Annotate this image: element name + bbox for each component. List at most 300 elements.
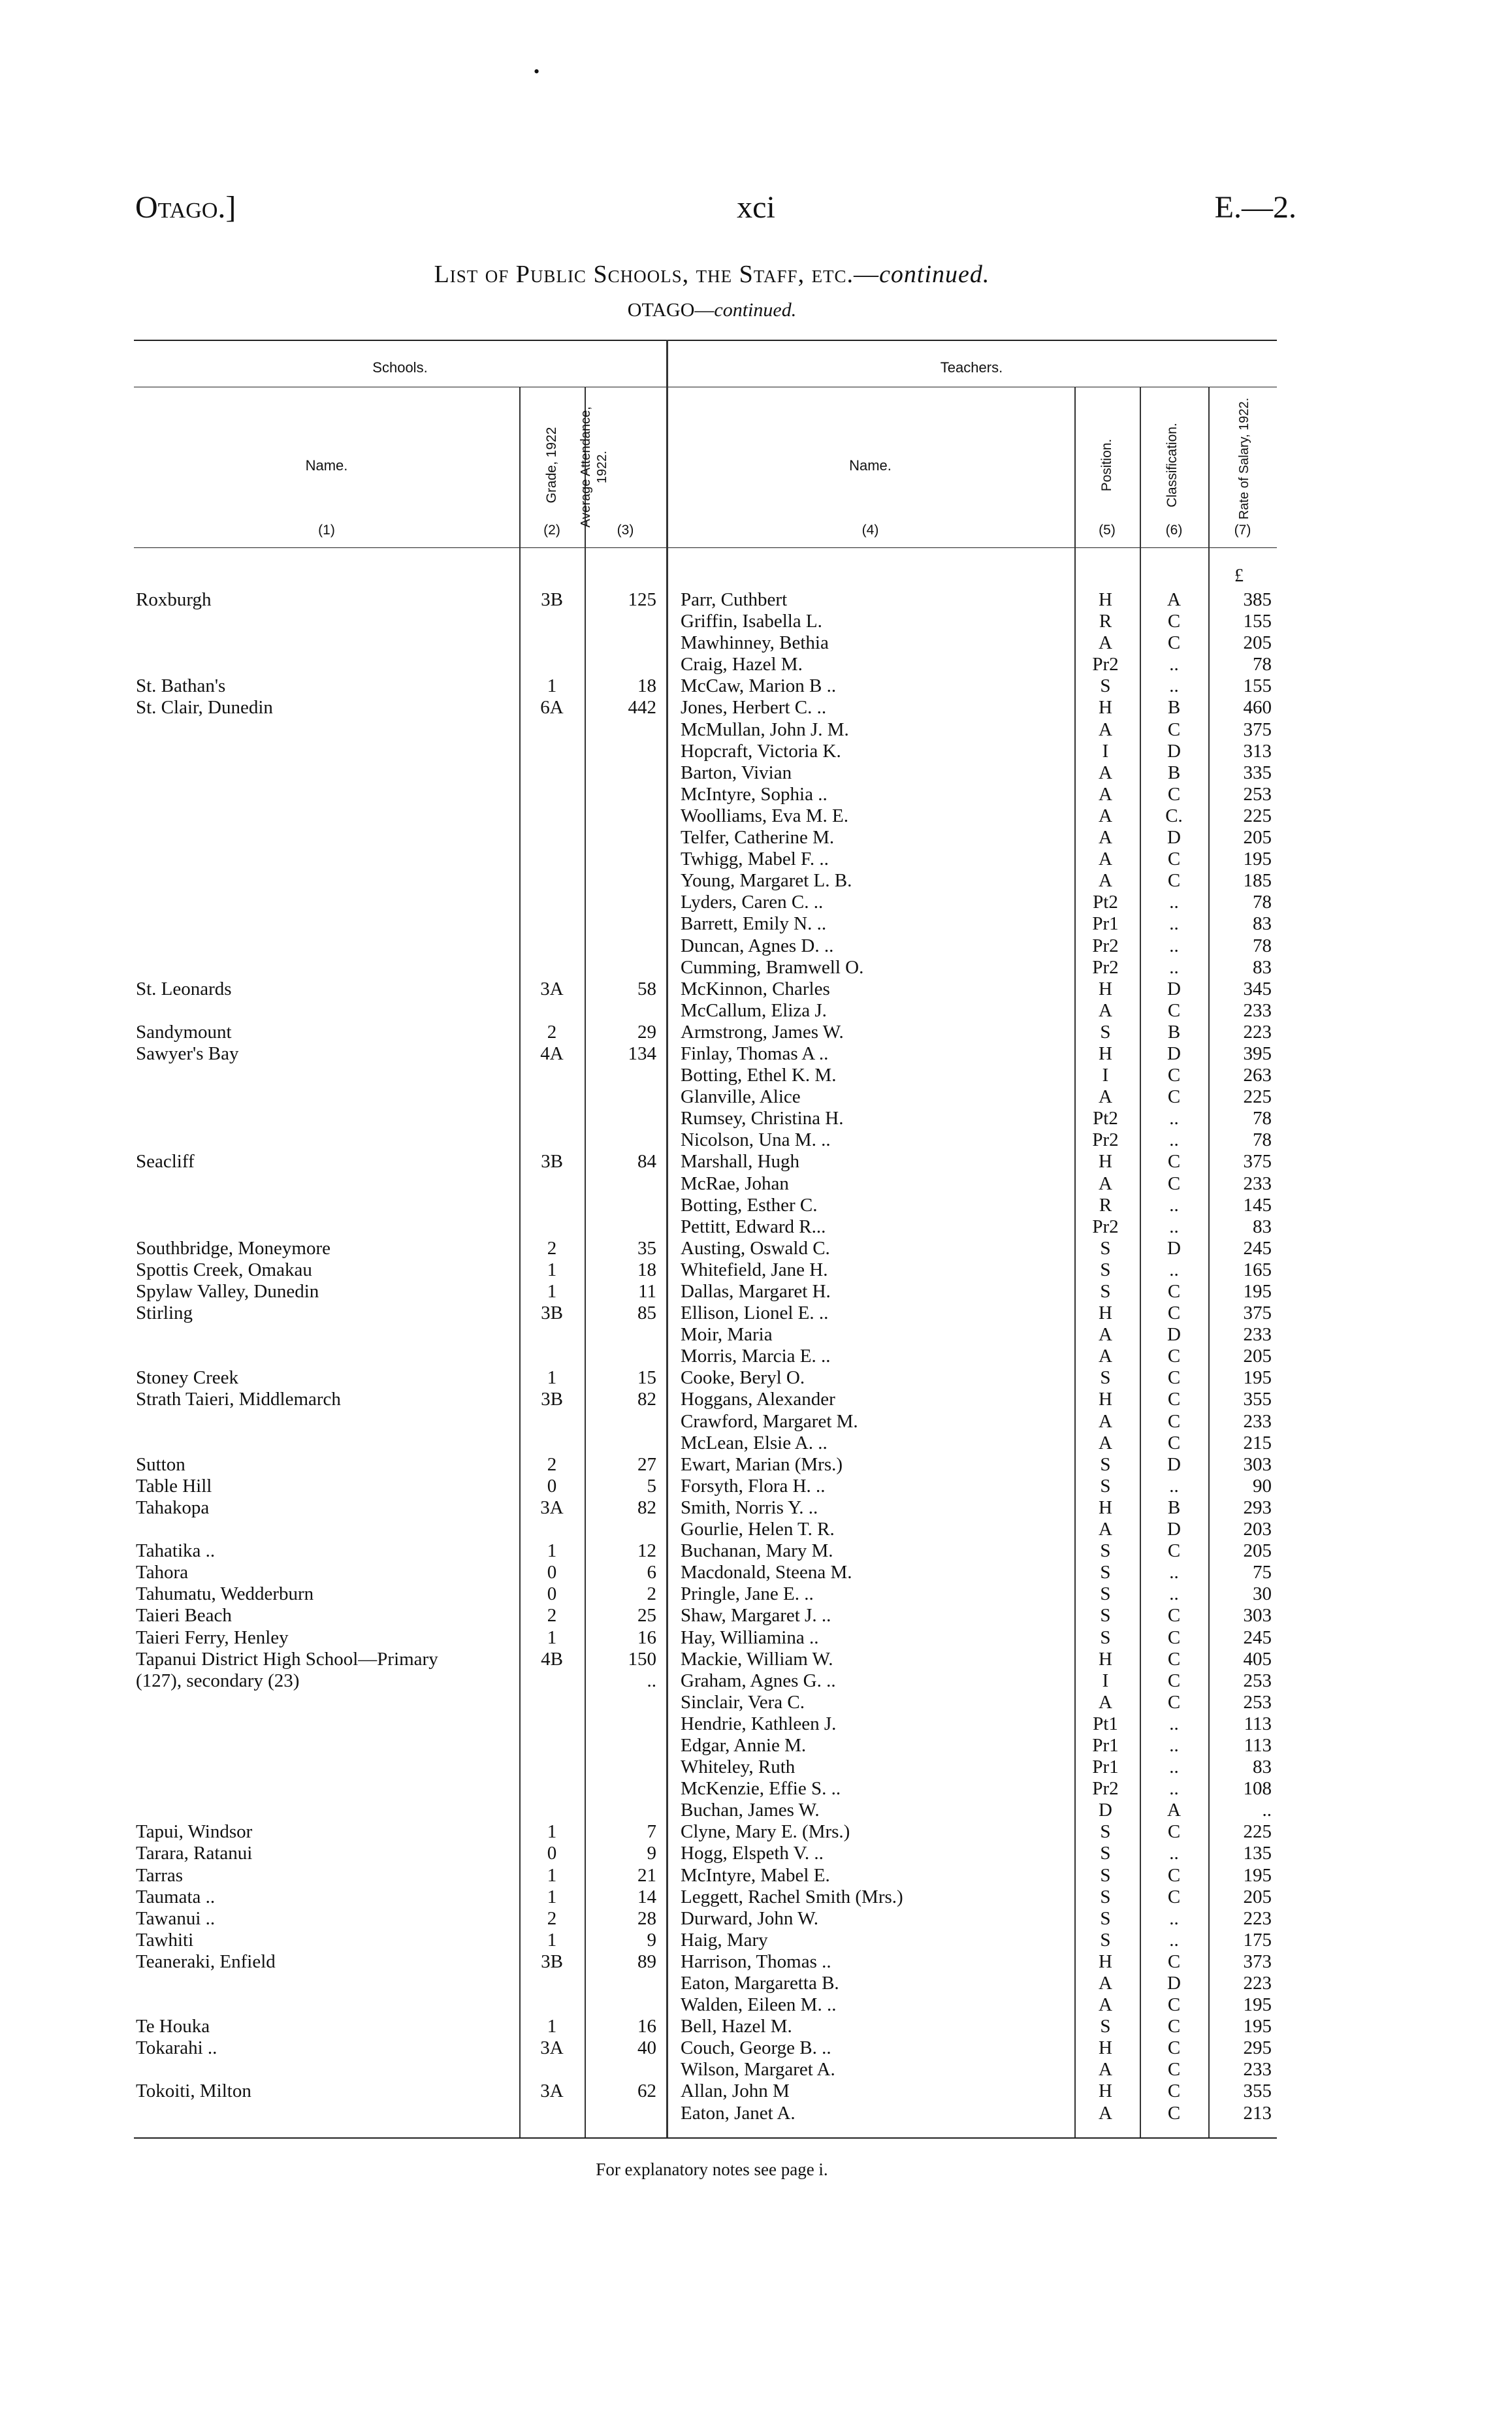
table-row <box>134 1843 1280 1864</box>
salary-cell: 233 <box>1243 999 1272 1021</box>
table-row <box>134 1735 1280 1757</box>
grade-cell: 0 <box>547 1843 557 1864</box>
salary-cell: 253 <box>1243 1670 1272 1691</box>
teachers-group-header: Teachers. <box>940 359 1003 376</box>
school-name-cell: Spottis Creek, Omakau <box>136 1259 312 1280</box>
position-cell: A <box>1099 805 1112 826</box>
table-row <box>134 1433 1280 1454</box>
teacher-name-cell: Pringle, Jane E. .. <box>681 1583 814 1605</box>
classification-cell: .. <box>1169 1108 1179 1129</box>
teacher-name-cell: Armstrong, James W. <box>681 1021 844 1043</box>
salary-cell: 225 <box>1243 1086 1272 1108</box>
salary-cell: 223 <box>1243 1973 1272 1994</box>
salary-cell: 295 <box>1243 2037 1272 2059</box>
salary-cell: 83 <box>1253 1757 1272 1778</box>
school-name-cell: Teaneraki, Enfield <box>136 1951 276 1972</box>
classification-cell: .. <box>1169 1475 1179 1497</box>
grade-cell: 2 <box>547 1453 557 1475</box>
school-name-cell: Roxburgh <box>136 589 212 610</box>
table-row <box>134 1195 1280 1216</box>
school-name-cell: Tahumatu, Wedderburn <box>136 1583 314 1605</box>
grade-cell: 1 <box>547 1259 557 1280</box>
teacher-name-cell: Botting, Ethel K. M. <box>681 1065 837 1086</box>
teacher-name-cell: Morris, Marcia E. .. <box>681 1346 831 1367</box>
teacher-name-cell: Cooke, Beryl O. <box>681 1367 805 1389</box>
teacher-name-cell: McMullan, John J. M. <box>681 719 849 740</box>
classification-cell: .. <box>1169 1757 1179 1778</box>
table-row <box>134 1887 1280 1908</box>
grade-cell: 1 <box>547 2016 557 2037</box>
attendance-cell: 150 <box>628 1648 656 1670</box>
table-row <box>134 1281 1280 1303</box>
classification-cell: C <box>1167 1886 1181 1907</box>
classification-cell: .. <box>1169 1778 1179 1800</box>
position-cell: Pr2 <box>1092 1216 1119 1237</box>
position-cell: H <box>1099 2037 1112 2059</box>
attendance-cell: 62 <box>637 2081 656 2102</box>
attendance-cell: 40 <box>637 2037 656 2059</box>
classification-cell: .. <box>1169 675 1179 697</box>
table-row <box>134 805 1280 827</box>
salary-cell: 223 <box>1243 1907 1272 1929</box>
col-number-5: (5) <box>1099 523 1116 538</box>
teacher-name-cell: Edgar, Annie M. <box>681 1734 807 1756</box>
teacher-name-cell: Austing, Oswald C. <box>681 1237 830 1259</box>
salary-cell: 303 <box>1243 1453 1272 1475</box>
grade-cell: 3B <box>541 1151 563 1173</box>
position-cell: S <box>1100 1562 1111 1583</box>
salary-cell: 135 <box>1243 1843 1272 1864</box>
table-row <box>134 1000 1280 1022</box>
teacher-name-cell: McRae, Johan <box>681 1173 789 1194</box>
teacher-name-cell: McKinnon, Charles <box>681 978 830 999</box>
classification-cell: B <box>1167 1497 1181 1518</box>
table-row <box>134 1129 1280 1151</box>
salary-cell: 205 <box>1243 827 1272 849</box>
position-cell: A <box>1099 999 1112 1021</box>
salary-cell: 205 <box>1243 632 1272 654</box>
position-cell: A <box>1099 849 1112 870</box>
classification-cell: C <box>1167 1281 1181 1302</box>
position-cell: H <box>1099 697 1112 719</box>
teacher-name-cell: Finlay, Thomas A .. <box>681 1043 829 1064</box>
position-cell: A <box>1099 870 1112 892</box>
classification-header: Classification. <box>1165 423 1180 508</box>
salary-cell: 375 <box>1243 1151 1272 1173</box>
salary-cell: 113 <box>1244 1713 1272 1734</box>
salary-cell: 195 <box>1243 2016 1272 2037</box>
classification-cell: D <box>1167 1324 1181 1346</box>
attendance-cell: 134 <box>628 1043 656 1064</box>
table-row <box>134 979 1280 1000</box>
salary-cell: 233 <box>1243 2059 1272 2081</box>
position-cell: S <box>1100 1929 1111 1951</box>
teacher-name-cell: Craig, Hazel M. <box>681 654 803 675</box>
classification-cell: C <box>1167 1994 1181 2016</box>
salary-cell: 373 <box>1243 1951 1272 1972</box>
classification-cell: C <box>1167 1951 1181 1972</box>
position-cell: Pt2 <box>1093 1108 1118 1129</box>
salary-cell: 83 <box>1253 956 1272 978</box>
table-row <box>134 1454 1280 1476</box>
table-row <box>134 1259 1280 1281</box>
classification-cell: C <box>1167 632 1181 654</box>
teacher-name-cell: Harrison, Thomas .. <box>681 1951 831 1972</box>
table-row <box>134 1692 1280 1713</box>
table-row <box>134 2016 1280 2037</box>
teacher-name-cell: Glanville, Alice <box>681 1086 801 1108</box>
position-cell: A <box>1099 719 1112 740</box>
position-cell: Pt2 <box>1093 892 1118 913</box>
classification-cell: D <box>1167 1043 1181 1064</box>
classification-cell: C <box>1167 1432 1181 1453</box>
position-cell: S <box>1100 1864 1111 1886</box>
grade-cell: 1 <box>547 1367 557 1389</box>
salary-cell: 83 <box>1253 913 1272 935</box>
attendance-cell: 16 <box>637 2016 656 2037</box>
school-name-cell: Tahora <box>136 1562 189 1583</box>
classification-cell: C <box>1167 1303 1181 1324</box>
salary-cell: 460 <box>1243 697 1272 719</box>
position-cell: A <box>1099 1173 1112 1194</box>
teacher-name-cell: Haig, Mary <box>681 1929 768 1951</box>
table-row <box>134 957 1280 979</box>
salary-cell: 213 <box>1243 2102 1272 2124</box>
currency-symbol: £ <box>1234 566 1244 586</box>
table-row <box>134 1324 1280 1346</box>
classification-cell: C <box>1167 849 1181 870</box>
position-cell: S <box>1100 675 1111 697</box>
school-name-cell: Table Hill <box>136 1475 212 1497</box>
col-number-3: (3) <box>617 523 634 538</box>
table-top-rule <box>134 340 1277 341</box>
table-row <box>134 1583 1280 1605</box>
school-name-cell: Te Houka <box>136 2016 210 2037</box>
school-name-cell: Tawhiti <box>136 1929 194 1951</box>
salary-cell: 223 <box>1243 1021 1272 1043</box>
classification-cell: C <box>1167 1173 1181 1194</box>
salary-cell: 205 <box>1243 1886 1272 1907</box>
table-bottom-rule <box>134 2137 1277 2139</box>
table-row <box>134 1670 1280 1692</box>
grade-header: Grade, 1922 <box>544 427 559 504</box>
position-cell: R <box>1099 611 1112 632</box>
position-cell: A <box>1099 827 1112 849</box>
salary-cell: 293 <box>1243 1497 1272 1518</box>
stray-mark: • <box>534 62 540 81</box>
teacher-name-cell: Hay, Williamina .. <box>681 1627 819 1648</box>
position-cell: Pr2 <box>1092 935 1119 956</box>
salary-cell: 108 <box>1243 1778 1272 1800</box>
classification-cell: C <box>1167 1086 1181 1108</box>
teacher-name-cell: Eaton, Janet A. <box>681 2102 796 2124</box>
teacher-name-cell: Parr, Cuthbert <box>681 589 788 610</box>
salary-cell: 78 <box>1253 1108 1272 1129</box>
grade-cell: 0 <box>547 1583 557 1605</box>
attendance-cell: 442 <box>628 697 656 719</box>
grade-cell: 4A <box>540 1043 564 1064</box>
salary-cell: 395 <box>1243 1043 1272 1064</box>
teacher-name-cell: Hendrie, Kathleen J. <box>681 1713 837 1734</box>
position-cell: S <box>1100 1259 1111 1280</box>
salary-cell: 355 <box>1243 1389 1272 1410</box>
position-cell: H <box>1099 978 1112 999</box>
title-main: List of Public Schools, the Staff, etc.— <box>434 261 880 288</box>
salary-cell: 78 <box>1253 1129 1272 1151</box>
table-row <box>134 1908 1280 1930</box>
position-cell: Pr1 <box>1092 913 1119 935</box>
teacher-name-cell: McIntyre, Mabel E. <box>681 1864 830 1886</box>
classification-cell: .. <box>1169 935 1179 956</box>
salary-cell: 245 <box>1243 1237 1272 1259</box>
classification-cell: B <box>1167 697 1181 719</box>
grade-cell: 0 <box>547 1562 557 1583</box>
position-cell: A <box>1099 783 1112 805</box>
teacher-name-cell: Allan, John M <box>681 2081 790 2102</box>
attendance-cell: 85 <box>637 1303 656 1324</box>
classification-cell: C <box>1167 999 1181 1021</box>
school-name-cell: Southbridge, Moneymore <box>136 1237 331 1259</box>
position-cell: H <box>1099 2081 1112 2102</box>
school-name-cell: Tahatika .. <box>136 1540 216 1562</box>
salary-cell: 405 <box>1243 1648 1272 1670</box>
school-name-cell: Tarras <box>136 1864 184 1886</box>
classification-cell: D <box>1167 827 1181 849</box>
table-row <box>134 2037 1280 2059</box>
table-row <box>134 2059 1280 2081</box>
attendance-cell: 5 <box>647 1475 656 1497</box>
classification-cell: C <box>1167 2037 1181 2059</box>
table-row <box>134 632 1280 654</box>
salary-cell: 83 <box>1253 1216 1272 1237</box>
table-row <box>134 1043 1280 1065</box>
attendance-cell: 11 <box>638 1281 656 1302</box>
position-cell: R <box>1099 1194 1112 1216</box>
classification-cell: C <box>1167 2059 1181 2081</box>
col-number-4: (4) <box>861 523 879 538</box>
teacher-name-cell: Durward, John W. <box>681 1907 819 1929</box>
table-row <box>134 675 1280 697</box>
teacher-name-cell: Griffin, Isabella L. <box>681 611 822 632</box>
school-name-cell: Tapanui District High School—Primary <box>136 1648 438 1670</box>
table-row <box>134 935 1280 957</box>
position-cell: S <box>1100 1540 1111 1562</box>
classification-cell: .. <box>1169 1562 1179 1583</box>
classification-cell: D <box>1167 1237 1181 1259</box>
salary-cell: 195 <box>1243 1281 1272 1302</box>
table-row <box>134 784 1280 805</box>
classification-cell: C <box>1167 1605 1181 1627</box>
teacher-name-cell: Forsyth, Flora H. .. <box>681 1475 826 1497</box>
table-row <box>134 654 1280 675</box>
classification-cell: C. <box>1165 805 1183 826</box>
school-name-cell: Spylaw Valley, Dunedin <box>136 1281 319 1302</box>
position-cell: Pr2 <box>1092 1778 1119 1800</box>
salary-cell: 78 <box>1253 892 1272 913</box>
table-row <box>134 1951 1280 1973</box>
position-cell: A <box>1099 2102 1112 2124</box>
salary-cell: 375 <box>1243 719 1272 740</box>
table-row <box>134 1238 1280 1259</box>
salary-cell: 90 <box>1253 1475 1272 1497</box>
attendance-cell: 29 <box>637 1021 656 1043</box>
position-cell: I <box>1102 740 1109 762</box>
position-cell: A <box>1099 1410 1112 1432</box>
teacher-name-cell: Hogg, Elspeth V. .. <box>681 1843 824 1864</box>
table-row <box>134 827 1280 849</box>
table-row <box>134 611 1280 632</box>
teacher-name-cell: Marshall, Hugh <box>681 1151 800 1173</box>
attendance-cell: 9 <box>647 1843 656 1864</box>
table-row <box>134 2103 1280 2124</box>
salary-cell: 185 <box>1243 870 1272 892</box>
teacher-name-cell: Mawhinney, Bethia <box>681 632 829 654</box>
grade-cell: 3A <box>540 978 564 999</box>
attendance-cell: 7 <box>647 1821 656 1843</box>
position-cell: A <box>1099 1519 1112 1540</box>
position-cell: S <box>1100 1237 1111 1259</box>
teacher-name-cell: Whiteley, Ruth <box>681 1757 796 1778</box>
table-row <box>134 1476 1280 1497</box>
grade-cell: 3B <box>541 1951 563 1972</box>
position-cell: I <box>1102 1065 1109 1086</box>
position-cell: A <box>1099 1086 1112 1108</box>
table-row <box>134 1086 1280 1108</box>
position-cell: A <box>1099 1346 1112 1367</box>
grade-cell: 1 <box>547 1929 557 1951</box>
position-cell: S <box>1100 1583 1111 1605</box>
salary-cell: 145 <box>1243 1194 1272 1216</box>
position-cell: S <box>1100 1821 1111 1843</box>
salary-cell: 155 <box>1243 611 1272 632</box>
attendance-cell: 84 <box>637 1151 656 1173</box>
classification-cell: B <box>1167 762 1181 783</box>
salary-cell: 195 <box>1243 1864 1272 1886</box>
grade-cell: 1 <box>547 1540 557 1562</box>
staff-table <box>134 589 1280 2124</box>
table-row <box>134 1540 1280 1562</box>
classification-cell: .. <box>1169 1929 1179 1951</box>
position-cell: S <box>1100 1627 1111 1648</box>
attendance-cell: 14 <box>637 1886 656 1907</box>
position-cell: A <box>1099 632 1112 654</box>
table-row <box>134 1821 1280 1843</box>
teacher-name-cell: Botting, Esther C. <box>681 1194 818 1216</box>
teacher-name-cell: Wilson, Margaret A. <box>681 2059 835 2081</box>
salary-cell: 385 <box>1243 589 1272 610</box>
col-number-6: (6) <box>1165 523 1183 538</box>
position-cell: S <box>1100 1281 1111 1302</box>
classification-cell: C <box>1167 1864 1181 1886</box>
salary-cell: 233 <box>1243 1173 1272 1194</box>
table-row <box>134 719 1280 741</box>
school-name-cell: Taumata .. <box>136 1886 216 1907</box>
classification-cell: .. <box>1169 1734 1179 1756</box>
salary-cell: 253 <box>1243 1691 1272 1713</box>
attendance-cell: 82 <box>637 1497 656 1518</box>
salary-cell: 165 <box>1243 1259 1272 1280</box>
school-name-cell: Tapui, Windsor <box>136 1821 253 1843</box>
table-row <box>134 1605 1280 1627</box>
salary-cell: 233 <box>1243 1324 1272 1346</box>
classification-cell: C <box>1167 1670 1181 1691</box>
classification-cell: .. <box>1169 654 1179 675</box>
grade-cell: 1 <box>547 1281 557 1302</box>
position-cell: S <box>1100 1907 1111 1929</box>
classification-cell: .. <box>1169 1583 1179 1605</box>
school-name-cell: Tokoiti, Milton <box>136 2081 251 2102</box>
school-name-cell: Tarara, Ratanui <box>136 1843 253 1864</box>
salary-cell: 205 <box>1243 1540 1272 1562</box>
salary-cell: 253 <box>1243 783 1272 805</box>
school-name-cell: Strath Taieri, Middlemarch <box>136 1389 341 1410</box>
table-row <box>134 697 1280 719</box>
subtitle-italic: continued. <box>714 299 797 321</box>
teacher-name-cell: Gourlie, Helen T. R. <box>681 1519 835 1540</box>
position-cell: Pt1 <box>1093 1713 1118 1734</box>
grade-cell: 3B <box>541 1303 563 1324</box>
table-row <box>134 1411 1280 1433</box>
classification-cell: C <box>1167 1691 1181 1713</box>
classification-cell: .. <box>1169 1194 1179 1216</box>
grade-cell: 1 <box>547 1821 557 1843</box>
grade-cell: 0 <box>547 1475 557 1497</box>
classification-cell: .. <box>1169 1843 1179 1864</box>
table-row <box>134 589 1280 611</box>
position-cell: A <box>1099 1324 1112 1346</box>
teacher-name-cell: Rumsey, Christina H. <box>681 1108 844 1129</box>
salary-cell: 215 <box>1243 1432 1272 1453</box>
attendance-cell: 18 <box>637 1259 656 1280</box>
position-cell: H <box>1099 1303 1112 1324</box>
classification-cell: D <box>1167 1519 1181 1540</box>
table-row <box>134 892 1280 913</box>
attendance-cell: 89 <box>637 1951 656 1972</box>
header-bottom-rule <box>134 547 1277 548</box>
position-cell: S <box>1100 1886 1111 1907</box>
attendance-cell: 27 <box>637 1453 656 1475</box>
position-cell: H <box>1099 589 1112 610</box>
salary-cell: 75 <box>1253 1562 1272 1583</box>
grade-cell: 4B <box>541 1648 563 1670</box>
salary-cell: 30 <box>1253 1583 1272 1605</box>
grade-cell: 2 <box>547 1605 557 1627</box>
position-cell: S <box>1100 1475 1111 1497</box>
classification-cell: C <box>1167 1821 1181 1843</box>
salary-cell: 195 <box>1243 1367 1272 1389</box>
salary-cell: 335 <box>1243 762 1272 783</box>
subtitle-main: OTAGO— <box>627 299 715 321</box>
position-cell: S <box>1100 1453 1111 1475</box>
salary-cell: 263 <box>1243 1065 1272 1086</box>
position-cell: S <box>1100 2016 1111 2037</box>
teacher-name-cell: Cumming, Bramwell O. <box>681 956 864 978</box>
table-row <box>134 1562 1280 1583</box>
table-row <box>134 2081 1280 2102</box>
classification-cell: C <box>1167 2102 1181 2124</box>
page-title <box>0 260 1424 289</box>
salary-cell: 113 <box>1244 1734 1272 1756</box>
attendance-header: Average Attendance, 1922. <box>579 406 609 528</box>
teacher-name-cell: Eaton, Margaretta B. <box>681 1973 839 1994</box>
table-row <box>134 870 1280 892</box>
classification-cell: D <box>1167 1973 1181 1994</box>
position-cell: Pr2 <box>1092 1129 1119 1151</box>
header-page-number: xci <box>737 190 775 225</box>
table-row <box>134 1151 1280 1173</box>
teacher-name-cell: Graham, Agnes G. .. <box>681 1670 836 1691</box>
school-name-cell: Tahakopa <box>136 1497 210 1518</box>
